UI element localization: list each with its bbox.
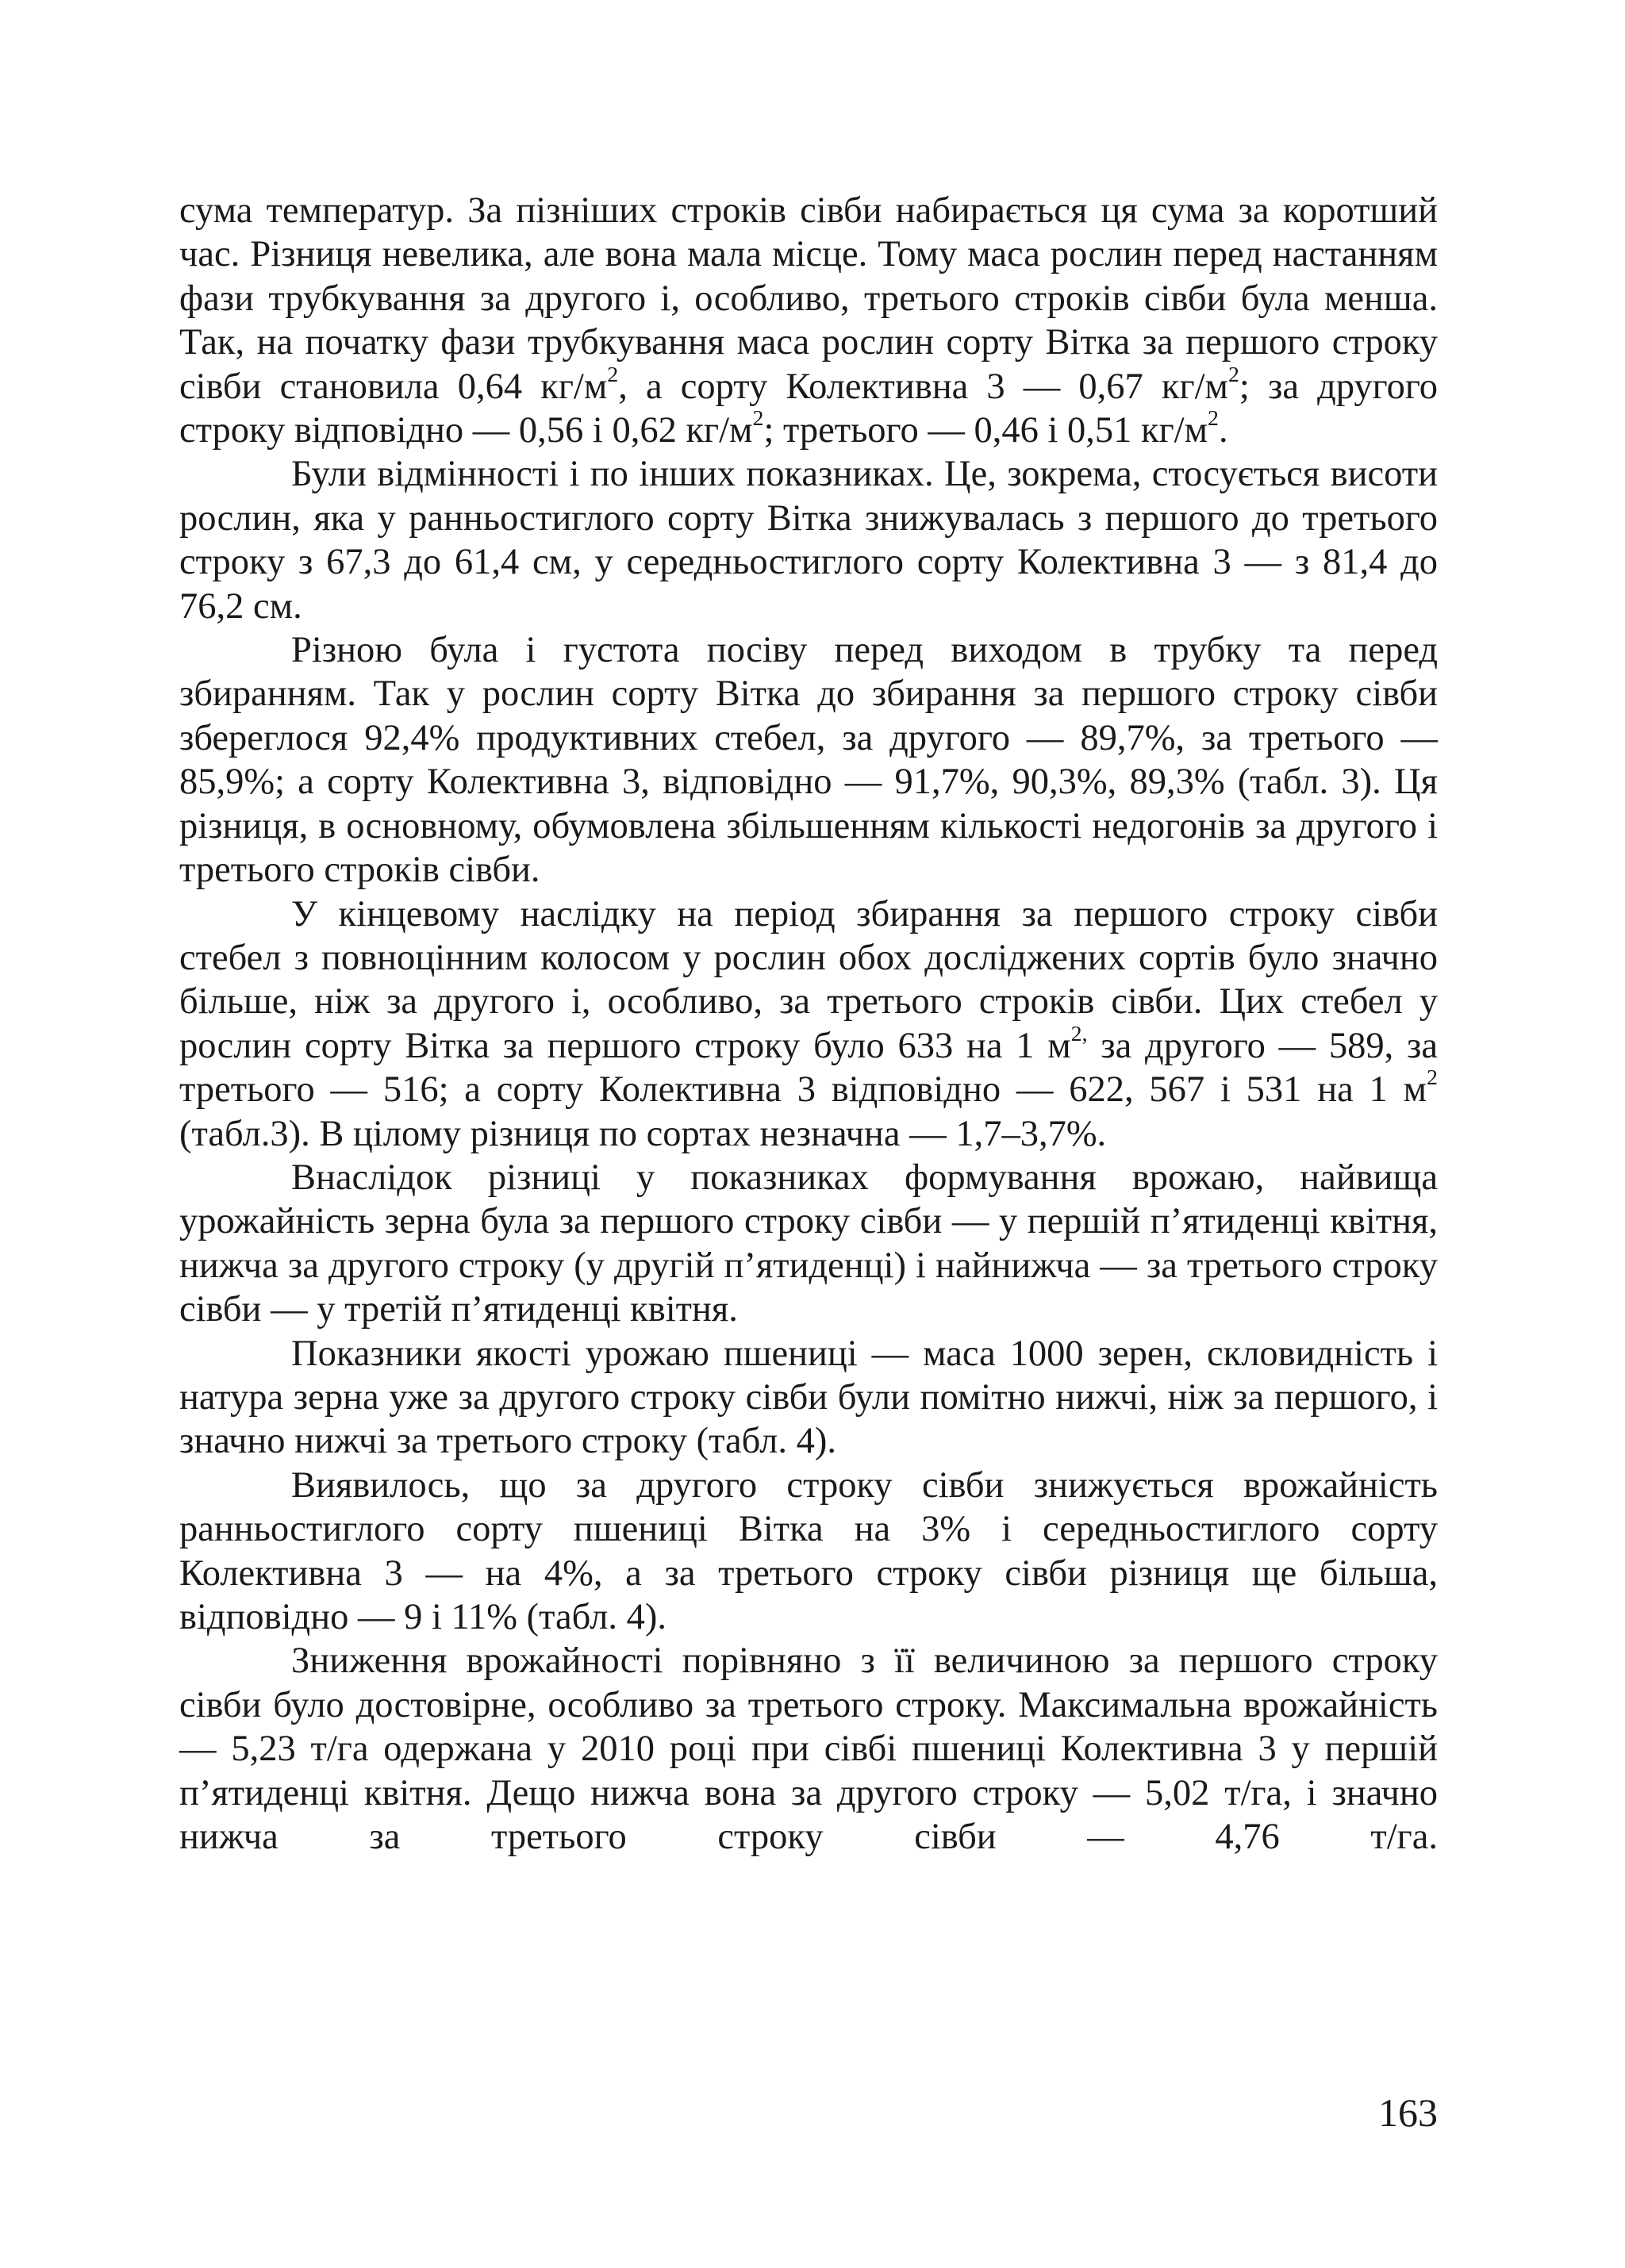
paragraph xyxy=(179,452,1438,628)
paragraph xyxy=(179,628,1438,892)
text-segment: ; третього — 0,46 і 0,51 кг/м xyxy=(763,410,1208,451)
text-segment: Різною була і густота посіву перед виходом в трубку та перед збиранням. Так у рослин сорту Вітка до збирання за першого строку сівби збереглося 92,4% продуктивних стебел, за другого — 89,7%, за третього — 85,9%; а сорту Колективна 3, відповідно — 91,7%, 90,3%, 89,3% (табл. 3). Ця різниця, в основному, обумовлена збільшенням кількості недогонів за другого і третього строків сівби. xyxy=(179,630,1438,891)
body-text xyxy=(179,189,1438,1859)
text-segment: (табл.3). В цілому різниця по сортах незначна — 1,7–3,7%. xyxy=(179,1113,1107,1154)
text-segment: ; за другого строку відповідно — 0,56 і 0,62 кг/м xyxy=(179,366,1438,451)
superscript: 2 xyxy=(1427,1065,1438,1091)
text-segment: У кінцевому наслідку на період збирання за першого строку сівби стебел з повноцінним колосом у рослин обох досліджених сортів було значно більше, ніж за другого і, особливо, за третього строків сівби. Цих стебел у рослин сорту Вітка за першого строку було 633 на 1 м xyxy=(179,893,1438,1066)
text-segment: Виявилось, що за другого строку сівби знижується врожайність ранньостиглого сорту пшениці Вітка на 3% і середньостиглого сорту Колективна 3 — на 4%, а за третього строку сівби різниця ще більша, відповідно — 9 і 11% (табл. 4). xyxy=(179,1464,1438,1637)
text-segment: за другого — 589, за третього — 516; а сорту Колективна 3 відповідно — 622, 567 і 531 на 1 м xyxy=(179,1025,1438,1111)
text-segment: сума температур. За пізніших строків сівби набирається ця сума за коротший час. Різниця невелика, але вона мала місце. Тому маса рослин перед настанням фази трубкування за другого і, особливо, третього строків сівби була менша. Так, на початку фази трубкування маса рослин сорту Вітка за першого строку сівби становила 0,64 кг/м xyxy=(179,190,1438,407)
superscript: 2, xyxy=(1070,1021,1088,1046)
paragraph xyxy=(179,1639,1438,1859)
page-number: 163 xyxy=(1378,2090,1438,2135)
text-segment: Були відмінності і по інших показниках. Це, зокрема, стосується висоти рослин, яка у ранньостиглого сорту Вітка знижувалась з першого до третього строку з 67,3 до 61,4 см, у середньостиглого сорту Колективна 3 — з 81,4 до 76,2 см. xyxy=(179,454,1438,627)
superscript: 2 xyxy=(1227,362,1239,387)
superscript: 2 xyxy=(1208,406,1219,432)
paragraph xyxy=(179,892,1438,1156)
superscript: 2 xyxy=(752,406,764,432)
text-segment: Показники якості урожаю пшениці — маса 1000 зерен, скловидність і натура зерна уже за другого строку сівби були помітно нижчі, ніж за першого, і значно нижчі за третього строку (табл. 4). xyxy=(179,1333,1438,1462)
superscript: 2 xyxy=(607,362,619,387)
paragraph xyxy=(179,1332,1438,1464)
text-segment: . xyxy=(1218,410,1228,451)
text-segment: , а сорту Колективна 3 — 0,67 кг/м xyxy=(618,366,1228,407)
paragraph xyxy=(179,1464,1438,1640)
text-segment: Внаслідок різниці у показниках формування врожаю, найвища урожайність зерна була за першого строку сівби — у першій п’ятиденці квітня, нижча за другого строку (у другій п’ятиденці) і найнижча — за третього строку сівби — у третій п’ятиденці квітня. xyxy=(179,1157,1438,1330)
paragraph xyxy=(179,189,1438,452)
paragraph xyxy=(179,1156,1438,1332)
text-segment: Зниження врожайності порівняно з її величиною за першого строку сівби було достовірне, особливо за третього строку. Максимальна врожайність — 5,23 т/га одержана у 2010 році при сівбі пшениці Колективна 3 у першій п’ятиденці квітня. Дещо нижча вона за другого строку — 5,02 т/га, і значно нижча за третього строку сівби — 4,76 т/га. xyxy=(179,1641,1438,1858)
